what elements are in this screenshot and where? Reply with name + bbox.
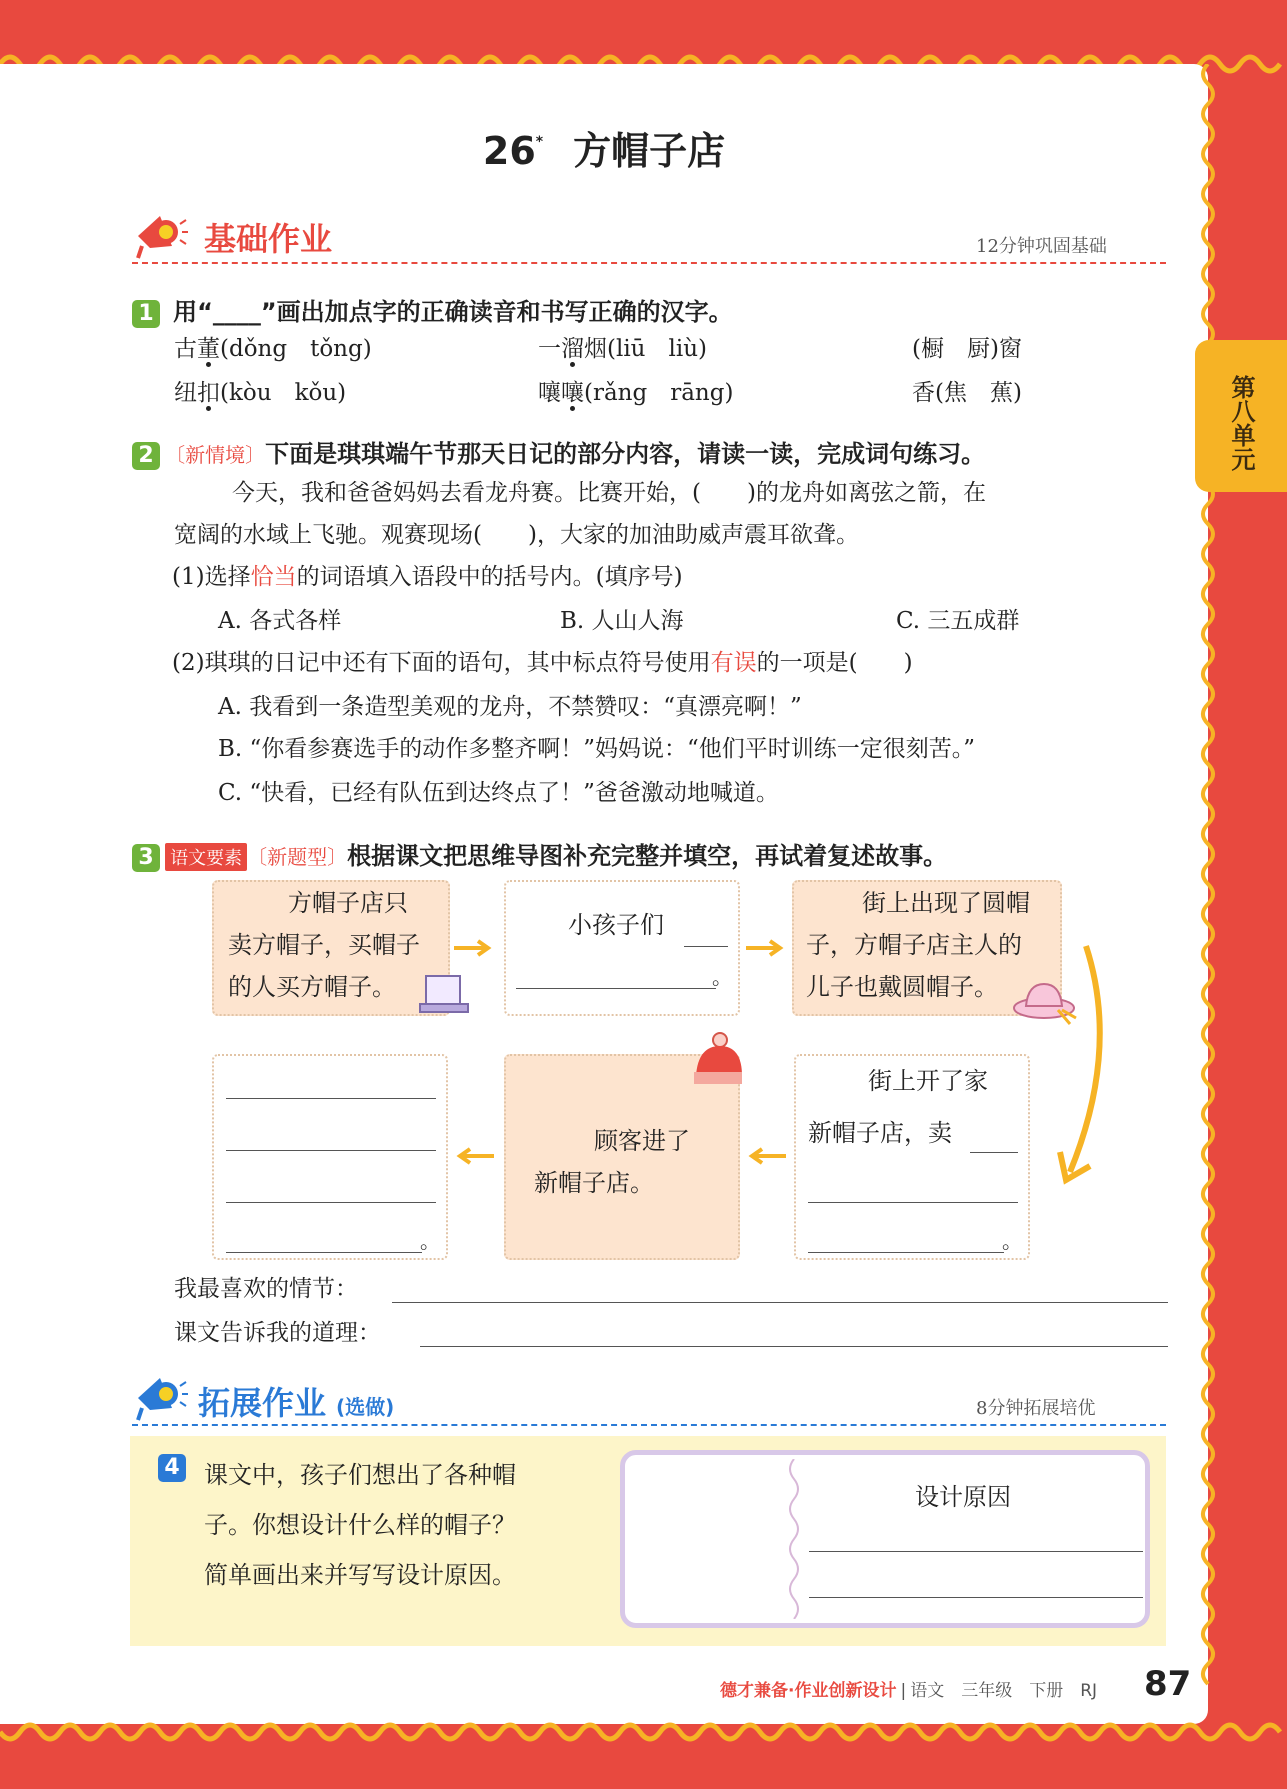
- q1-number: 1: [132, 300, 160, 328]
- extend-divider: [132, 1424, 1166, 1426]
- q1-item-1[interactable]: 古董(dǒng tǒng): [174, 336, 372, 362]
- arrow-left-icon: [744, 1146, 788, 1166]
- design-reason-box[interactable]: [620, 1450, 1150, 1628]
- q3-number: 3: [132, 844, 160, 872]
- design-reason-title: 设计原因: [915, 1483, 1011, 1511]
- q1-item-6[interactable]: 香(焦 蕉): [912, 380, 1022, 406]
- lesson-moral-label: 课文告诉我的道理：: [174, 1320, 381, 1346]
- mindmap-box-3: 街上出现了圆帽 子，方帽子店主人的 儿子也戴圆帽子。: [792, 880, 1062, 1016]
- mindmap-box-6[interactable]: 街上开了家 新帽子店，卖 。: [794, 1054, 1030, 1260]
- q3-prompt: [132, 836, 947, 872]
- q2-tag: 〔新情境〕: [165, 443, 266, 467]
- mindmap-box-2[interactable]: 小孩子们 。: [504, 880, 740, 1016]
- megaphone-icon: [130, 206, 188, 260]
- footer-info: 德才兼备·作业创新设计 | 语文 三年级 下册 RJ: [720, 1681, 1098, 1701]
- q3-tag-element: 语文要素: [165, 843, 247, 871]
- lesson-title: [0, 120, 1208, 175]
- basic-time-note: 12分钟巩固基础: [976, 236, 1107, 257]
- basic-divider: [132, 262, 1166, 264]
- q2-option-c[interactable]: C. 三五成群: [896, 608, 1020, 634]
- curved-arrow-down-icon: [1046, 940, 1122, 1190]
- bottom-wave-border: [0, 1716, 1287, 1756]
- right-wave-border: [1195, 64, 1221, 1724]
- q1-item-3[interactable]: (橱 厨)窗: [912, 336, 1022, 362]
- q2-sub1: (1)选择恰当的词语填入语段中的括号内。(填序号): [172, 564, 683, 590]
- q2-sentence-a[interactable]: A. 我看到一条造型美观的龙舟，不禁赞叹：“真漂亮啊！”: [218, 694, 802, 720]
- extend-time-note: 8分钟拓展培优: [976, 1398, 1096, 1419]
- lesson-mark: *: [535, 134, 544, 150]
- q2-prompt: [132, 434, 985, 470]
- arrow-left-icon: [452, 1146, 496, 1166]
- knit-hat-icon: [692, 1032, 744, 1090]
- megaphone-icon: [130, 1370, 188, 1422]
- unit-side-tab: 第八单元: [1195, 340, 1287, 492]
- basic-homework-heading: 基础作业: [204, 220, 333, 258]
- mindmap-box-5: 顾客进了 新帽子店。: [504, 1054, 740, 1260]
- q2-text: 下面是琪琪端午节那天日记的部分内容，请读一读，完成词句练习。: [265, 440, 986, 468]
- q3-tag-type: 〔新题型〕: [247, 845, 348, 869]
- favorite-plot-label: 我最喜欢的情节：: [174, 1276, 358, 1302]
- page-number: 87: [1144, 1664, 1192, 1704]
- q2-number: 2: [132, 442, 160, 470]
- footer-brand: 德才兼备·作业创新设计: [720, 1681, 897, 1701]
- q2-option-a[interactable]: A. 各式各样: [218, 608, 342, 634]
- q2-paragraph-line2: 宽阔的水域上飞驰。观赛现场( )，大家的加油助威声震耳欲聋。: [174, 522, 859, 548]
- lesson-number: 26: [482, 129, 536, 173]
- mindmap-box-4[interactable]: 。: [212, 1054, 448, 1260]
- q2-sub2: (2)琪琪的日记中还有下面的语句，其中标点符号使用有误的一项是( ): [172, 650, 913, 676]
- q4-text: 课文中，孩子们想出了各种帽 子。你想设计什么样的帽子？ 简单画出来并写写设计原因。: [204, 1461, 516, 1589]
- favorite-plot-line[interactable]: [392, 1302, 1168, 1303]
- design-reason-line[interactable]: [809, 1597, 1143, 1598]
- q1-item-5[interactable]: 嚷嚷(rǎng rāng): [538, 380, 734, 406]
- q4-number-wrap: [158, 1454, 186, 1482]
- q2-sentence-b[interactable]: B. “你看参赛选手的动作多整齐啊！”妈妈说：“他们平时训练一定很刻苦。”: [218, 736, 976, 762]
- q4-number: 4: [158, 1454, 186, 1482]
- q2-paragraph-line1: 今天，我和爸爸妈妈去看龙舟赛。比赛开始，( )的龙舟如离弦之箭，在: [232, 480, 986, 506]
- design-reason-line[interactable]: [809, 1551, 1143, 1552]
- lesson-moral-line[interactable]: [420, 1346, 1168, 1347]
- mindmap-box-1: 方帽子店只 卖方帽子，买帽子 的人买方帽子。: [212, 880, 450, 1016]
- q3-text: 根据课文把思维导图补充完整并填空，再试着复述故事。: [347, 842, 948, 870]
- arrow-right-icon: [744, 938, 788, 958]
- q1-item-2[interactable]: 一溜烟(liū liù): [538, 336, 707, 362]
- q1-text: 用“____”画出加点字的正确读音和书写正确的汉字。: [173, 298, 733, 326]
- q1-prompt: [132, 292, 733, 328]
- extend-homework-heading: 拓展作业 (选做): [198, 1384, 395, 1422]
- q1-item-4[interactable]: 纽扣(kòu kǒu): [174, 380, 347, 406]
- q2-option-b[interactable]: B. 人山人海: [560, 608, 684, 634]
- wavy-divider: [785, 1459, 803, 1619]
- q2-sentence-c[interactable]: C. “快看，已经有队伍到达终点了！”爸爸激动地喊道。: [218, 780, 779, 806]
- optional-label: (选做): [336, 1395, 395, 1419]
- lesson-name: 方帽子店: [573, 129, 726, 173]
- square-hat-icon: [418, 972, 470, 1016]
- arrow-right-icon: [452, 938, 496, 958]
- footer-grade: 语文 三年级 下册 RJ: [910, 1681, 1098, 1701]
